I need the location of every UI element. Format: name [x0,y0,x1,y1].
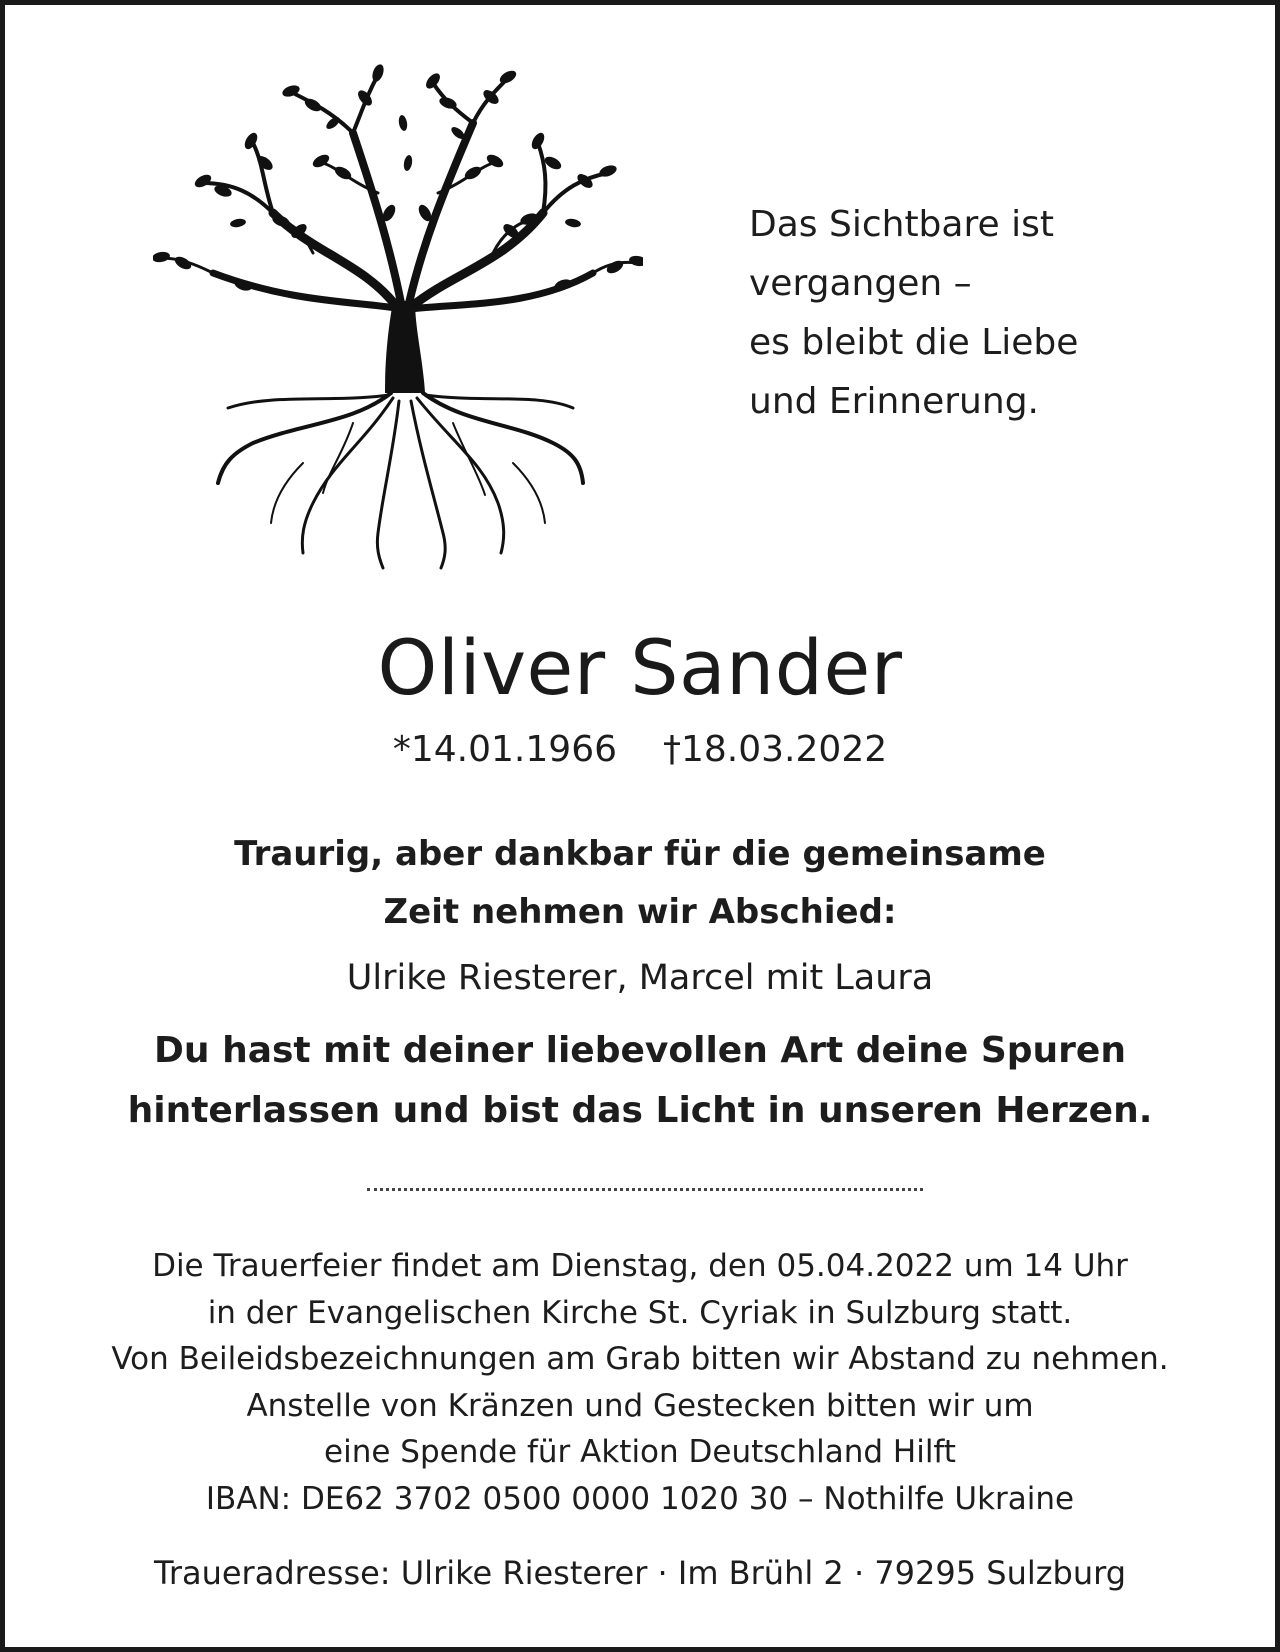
farewell-line: Zeit nehmen wir Abschied: [383,892,897,932]
dotted-divider [367,1188,923,1191]
mourning-address: Traueradresse: Ulrike Riesterer · Im Brühl 2 · 79295 Sulzburg [153,1554,1127,1592]
farewell-line: Traurig, aber dankbar für die gemeinsame [234,834,1046,874]
quote-line: vergangen – [749,263,972,304]
tree-of-life-icon [153,63,643,573]
info-line: eine Spende für Aktion Deutschland Hilft [324,1434,956,1470]
quote-line: und Erinnerung. [749,381,1039,422]
tribute-line: hinterlassen und bist das Licht in unseren Herzen. [127,1090,1153,1131]
info-line: in der Evangelischen Kirche St. Cyriak in Sulzburg statt. [207,1294,1073,1331]
info-line: Anstelle von Kränzen und Gestecken bitten wir um [246,1387,1034,1424]
info-line: IBAN: DE62 3702 0500 0000 1020 30 – Nothilfe Ukraine [205,1480,1075,1517]
death-date: †18.03.2022 [663,729,888,770]
family-names: Ulrike Riesterer, Marcel mit Laura [346,958,934,998]
life-dates [5,727,1275,773]
birth-date: *14.01.1966 [392,729,617,770]
farewell-text [5,825,1275,941]
quote-line: Das Sichtbare ist [749,204,1054,245]
tribute-line: Du hast mit deiner liebevollen Art deine Spuren [154,1030,1126,1071]
info-line: Die Trauerfeier findet am Dienstag, den 05.04.2022 um 14 Uhr [152,1248,1128,1284]
deceased-name: Oliver Sander [377,623,903,712]
tribute-text [5,1021,1275,1141]
info-line: Von Beileidsbezeichnungen am Grab bitten wir Abstand zu nehmen. [111,1341,1169,1377]
funeral-info [5,1243,1275,1522]
quote [749,195,1209,431]
quote-line: es bleibt die Liebe [749,322,1079,363]
